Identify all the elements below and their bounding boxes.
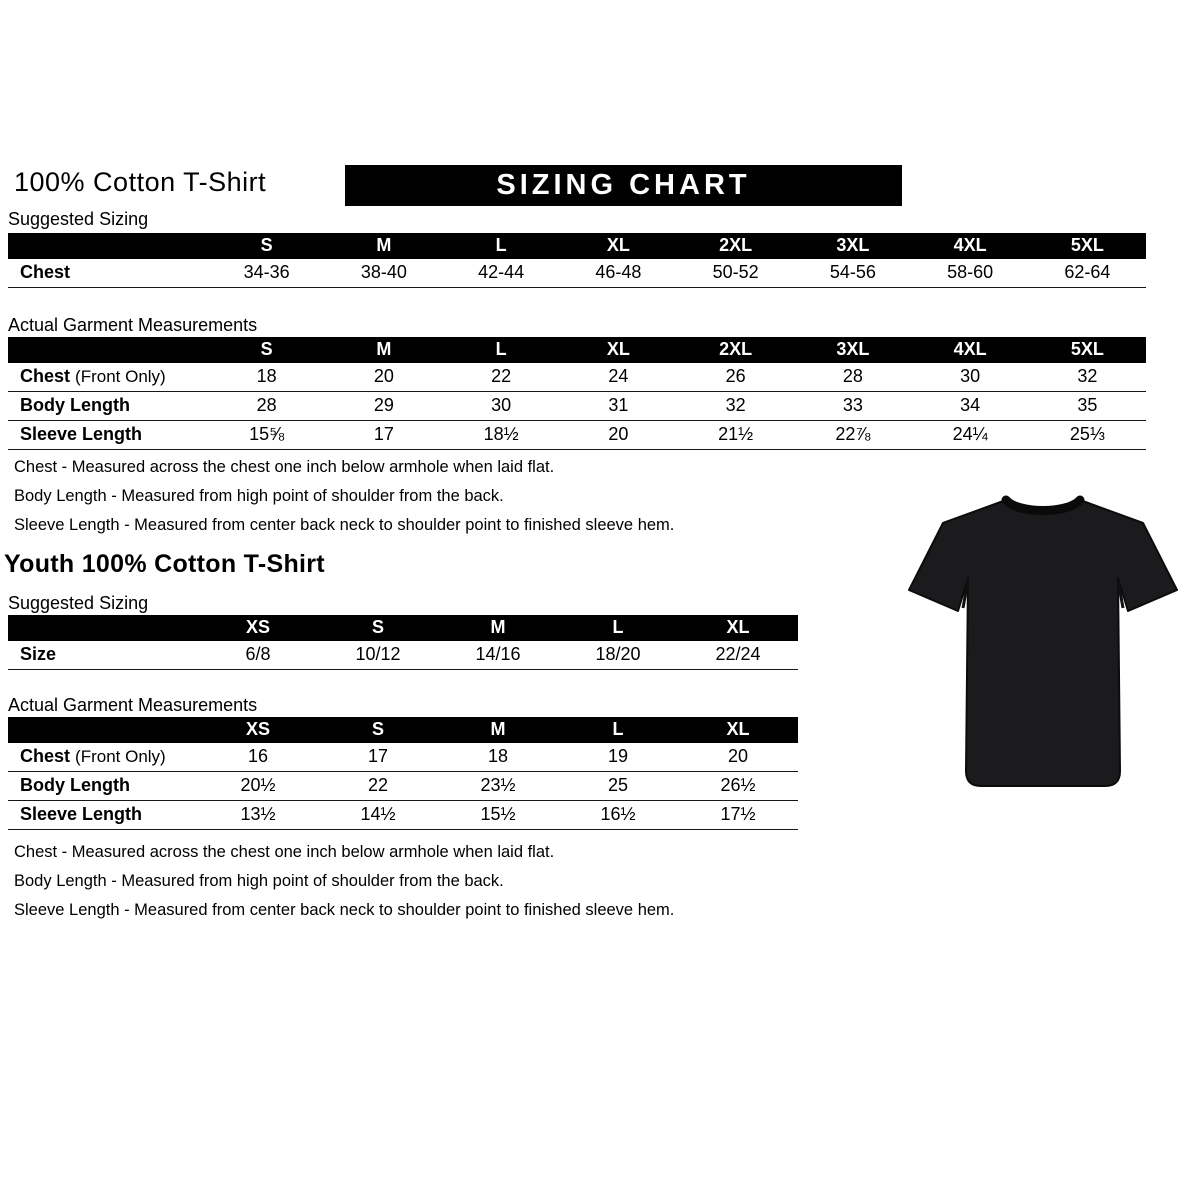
size-col-header: 5XL: [1029, 233, 1146, 259]
cell: 18: [208, 363, 325, 392]
size-col-header: 3XL: [794, 233, 911, 259]
adult-measurement-notes: [14, 458, 894, 545]
note-line: Chest - Measured across the chest one inch below armhole when laid flat.: [14, 458, 555, 476]
row-label: Chest: [20, 746, 71, 766]
empty-header-cell: [8, 717, 198, 743]
size-col-header: XL: [560, 337, 677, 363]
row-label: Sleeve Length: [20, 804, 143, 824]
cell: 38-40: [325, 259, 442, 288]
tshirt-silhouette-icon: [893, 468, 1193, 820]
cell: 58-60: [912, 259, 1029, 288]
tshirt-product-image: [893, 468, 1193, 820]
youth-suggested-sizing-table: [8, 615, 798, 670]
note-line: Sleeve Length - Measured from center back neck to shoulder point to finished sleeve hem.: [14, 516, 675, 534]
cell: 32: [1029, 363, 1146, 392]
size-col-header: L: [558, 717, 678, 743]
cell: 10/12: [318, 641, 438, 670]
size-col-header: L: [443, 233, 560, 259]
table-row: [8, 259, 1146, 288]
empty-header-cell: [8, 337, 208, 363]
note-line: Sleeve Length - Measured from center back neck to shoulder point to finished sleeve hem.: [14, 901, 675, 919]
size-col-header: 4XL: [912, 233, 1029, 259]
row-label: Chest: [20, 262, 71, 282]
youth-measurement-notes: [14, 843, 894, 930]
table-header-row: [8, 337, 1146, 363]
size-col-header: S: [318, 717, 438, 743]
cell: 30: [443, 392, 560, 421]
cell: 30: [912, 363, 1029, 392]
cell: 26: [677, 363, 794, 392]
table-row: [8, 421, 1146, 450]
cell: 28: [208, 392, 325, 421]
row-label: Size: [20, 644, 57, 664]
cell: 28: [794, 363, 911, 392]
size-col-header: XL: [678, 615, 798, 641]
size-col-header: XL: [560, 233, 677, 259]
cell: 16: [198, 743, 318, 772]
cell: 32: [677, 392, 794, 421]
size-col-header: XS: [198, 717, 318, 743]
cell: 35: [1029, 392, 1146, 421]
cell: 22: [318, 772, 438, 801]
youth-section-title: Youth 100% Cotton T-Shirt: [4, 550, 325, 578]
cell: 6/8: [198, 641, 318, 670]
table-row: [8, 363, 1146, 392]
size-col-header: M: [438, 615, 558, 641]
row-label: Chest: [20, 366, 71, 386]
size-col-header: L: [443, 337, 560, 363]
cell: 22/24: [678, 641, 798, 670]
table-header-row: [8, 717, 798, 743]
adult-section-title: 100% Cotton T-Shirt: [14, 167, 267, 197]
note-line: Body Length - Measured from high point of shoulder from the back.: [14, 487, 504, 505]
cell: 18: [438, 743, 558, 772]
size-col-header: XL: [678, 717, 798, 743]
cell: 24¼: [912, 421, 1029, 450]
cell: 33: [794, 392, 911, 421]
row-label-suffix: (Front Only): [75, 367, 166, 386]
cell: 14/16: [438, 641, 558, 670]
size-col-header: 2XL: [677, 233, 794, 259]
table-row: [8, 772, 798, 801]
row-label: Sleeve Length: [20, 424, 143, 444]
table-row: [8, 641, 798, 670]
table-row: [8, 392, 1146, 421]
empty-header-cell: [8, 615, 198, 641]
cell: 22: [443, 363, 560, 392]
cell: 21½: [677, 421, 794, 450]
cell: 19: [558, 743, 678, 772]
row-label-suffix: (Front Only): [75, 747, 166, 766]
size-col-header: 5XL: [1029, 337, 1146, 363]
cell: 42-44: [443, 259, 560, 288]
youth-suggested-sizing-label: Suggested Sizing: [8, 593, 149, 613]
cell: 18½: [443, 421, 560, 450]
cell: 13½: [198, 801, 318, 830]
size-col-header: M: [325, 337, 442, 363]
youth-actual-measurements-table: [8, 717, 798, 830]
table-header-row: [8, 233, 1146, 259]
table-header-row: [8, 615, 798, 641]
cell: 22⅞: [794, 421, 911, 450]
table-row: [8, 801, 798, 830]
cell: 29: [325, 392, 442, 421]
adult-actual-measurements-table: [8, 337, 1146, 450]
row-label: Body Length: [20, 395, 130, 415]
row-label: Body Length: [20, 775, 130, 795]
cell: 14½: [318, 801, 438, 830]
cell: 46-48: [560, 259, 677, 288]
table-row: [8, 743, 798, 772]
cell: 17: [318, 743, 438, 772]
cell: 25: [558, 772, 678, 801]
cell: 25⅓: [1029, 421, 1146, 450]
cell: 18/20: [558, 641, 678, 670]
size-col-header: M: [325, 233, 442, 259]
size-col-header: 4XL: [912, 337, 1029, 363]
cell: 16½: [558, 801, 678, 830]
adult-actual-measurements-label: Actual Garment Measurements: [8, 315, 258, 335]
size-col-header: 2XL: [677, 337, 794, 363]
cell: 20: [325, 363, 442, 392]
cell: 17½: [678, 801, 798, 830]
empty-header-cell: [8, 233, 208, 259]
cell: 15½: [438, 801, 558, 830]
size-col-header: 3XL: [794, 337, 911, 363]
cell: 50-52: [677, 259, 794, 288]
cell: 62-64: [1029, 259, 1146, 288]
adult-suggested-sizing-label: Suggested Sizing: [8, 209, 149, 229]
cell: 20: [560, 421, 677, 450]
size-col-header: M: [438, 717, 558, 743]
note-line: Chest - Measured across the chest one inch below armhole when laid flat.: [14, 843, 555, 861]
cell: 17: [325, 421, 442, 450]
note-line: Body Length - Measured from high point of shoulder from the back.: [14, 872, 504, 890]
size-col-header: S: [318, 615, 438, 641]
size-col-header: S: [208, 233, 325, 259]
size-col-header: XS: [198, 615, 318, 641]
sizing-chart-banner: SIZING CHART: [345, 165, 902, 206]
cell: 24: [560, 363, 677, 392]
cell: 23½: [438, 772, 558, 801]
cell: 26½: [678, 772, 798, 801]
cell: 31: [560, 392, 677, 421]
cell: 20½: [198, 772, 318, 801]
cell: 34: [912, 392, 1029, 421]
size-col-header: S: [208, 337, 325, 363]
adult-suggested-sizing-table: [8, 233, 1146, 288]
cell: 15⅝: [208, 421, 325, 450]
cell: 54-56: [794, 259, 911, 288]
cell: 20: [678, 743, 798, 772]
size-col-header: L: [558, 615, 678, 641]
youth-actual-measurements-label: Actual Garment Measurements: [8, 695, 258, 715]
cell: 34-36: [208, 259, 325, 288]
